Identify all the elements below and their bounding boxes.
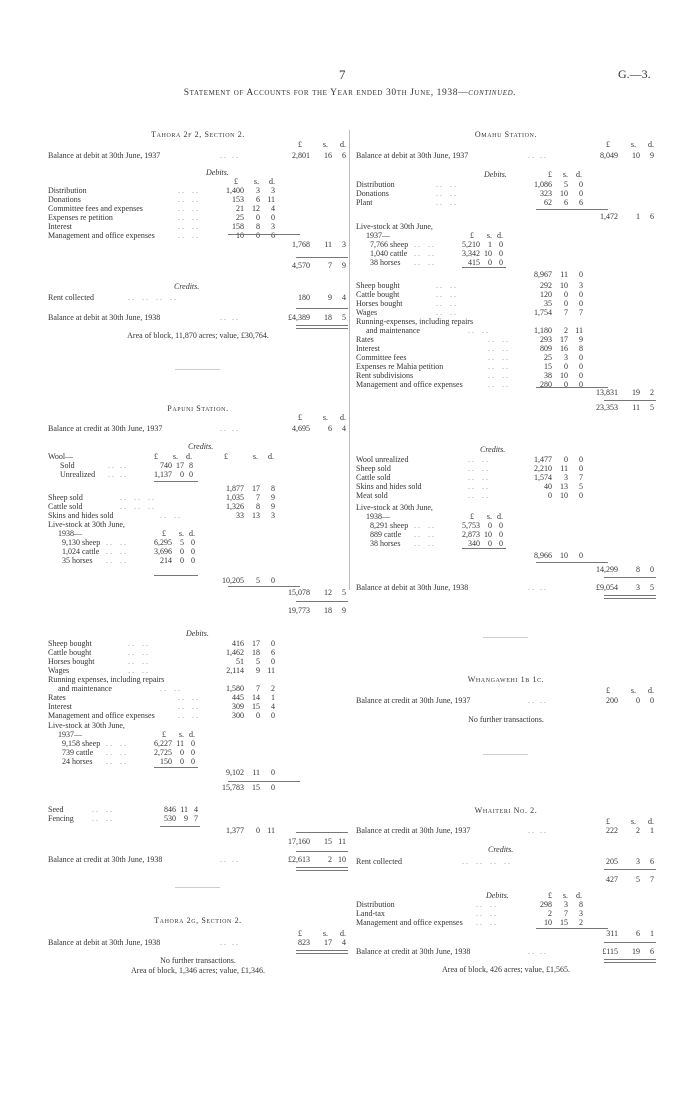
ledger-row: Cattle sold . . . . 1,574 3 7 (356, 473, 583, 482)
ledger-row: Horses bought . . . . 35 0 0 (356, 299, 583, 308)
area-note: Area of block, 1,346 acres; value, £1,346. (131, 966, 265, 975)
ledger-row: Sold . . . . 740 17 8 (60, 461, 193, 470)
ledger-row: Fencing . . . . 530 9 7 (48, 814, 198, 823)
ledger-row: Live-stock at 30th June, (48, 721, 125, 730)
ledger-row: Balance at debit at 30th June, 1938 . . . . £9,054 3 5 (356, 583, 654, 592)
ledger-row: 38 horses . . . . 415 0 0 (370, 258, 503, 267)
ledger-row: Interest . . . . 158 8 3 (48, 222, 275, 231)
ledger-row: Cattle bought . . . . 1,462 18 6 (48, 648, 275, 657)
ledger-row: 311 6 1 (606, 929, 654, 938)
ledger-row: 38 horses . . . . 340 0 0 (370, 539, 503, 548)
ledger-row: Cattle bought . . . . 120 0 0 (356, 290, 583, 299)
section-heading: Whaiteri No. 2. (474, 806, 538, 815)
ledger-row: Running expenses, including repairs (48, 675, 165, 684)
ledger-row: Sheep sold . . . . 2,210 11 0 (356, 464, 583, 473)
ledger-row: 427 5 7 (606, 875, 654, 884)
currency-header: £ s. d. (606, 686, 654, 695)
ledger-row: Balance at debit at 30th June, 1938 . . . . £4,389 18 5 (48, 313, 346, 322)
currency-header: £ s. d. (298, 140, 346, 149)
ledger-row: Live-stock at 30th June, (356, 222, 433, 231)
ledger-row: Management and office expenses . . . . 10 0 6 (48, 231, 275, 240)
ledger-row: Meat sold . . . . 0 10 0 (356, 491, 583, 500)
ledger-row: 1,377 0 11 (226, 826, 275, 835)
currency-header: £ s. d. (606, 817, 654, 826)
ledger-row: Balance at credit at 30th June, 1938 . . . . £2,613 2 10 (48, 855, 346, 864)
currency-header: £ s. d. (234, 177, 275, 186)
ledger-row: Live-stock at 30th June, (356, 503, 433, 512)
section-heading: Whangawehi 1b 1c. (467, 675, 545, 684)
ledger-row: Balance at debit at 30th June, 1938 . . . . 823 17 4 (48, 938, 346, 947)
ledger-row: 13,831 19 2 (596, 388, 654, 397)
ledger-row: 1,024 cattle . . . . 3,696 0 0 (62, 547, 195, 556)
document-reference: G.—3. (618, 67, 651, 81)
ledger-row: 1938— £ s. d. (58, 529, 195, 538)
ledger-row: Distribution . . . . 1,400 3 3 (48, 186, 275, 195)
ledger-row: Sheep bought . . . . 416 17 0 (48, 639, 275, 648)
sub-heading: Debits. (186, 629, 209, 638)
currency-header: £ s. d. (298, 413, 346, 422)
sub-heading: Credits. (488, 845, 514, 854)
ledger-row: Balance at credit at 30th June, 1938 . . . . £115 19 6 (356, 947, 654, 956)
ledger-row: Plant . . . . 62 6 6 (356, 198, 583, 207)
section-heading: Tahora 2f 2, Section 2. (151, 130, 245, 139)
ledger-row: Management and office expenses . . . . 280 0 0 (356, 380, 583, 389)
ledger-row: Donations . . . . 153 6 11 (48, 195, 275, 204)
ledger-row: 14,299 8 0 (596, 565, 654, 574)
ledger-row: Interest . . . . 809 16 8 (356, 344, 583, 353)
ledger-row: 739 cattle . . . . 2,725 0 0 (62, 748, 195, 757)
ledger-row: Rates . . . . 445 14 1 (48, 693, 275, 702)
ledger-row: Donations . . . . 323 10 0 (356, 189, 583, 198)
ledger-row: Live-stock at 30th June, (48, 520, 125, 529)
ledger-row: 1,877 17 8 (226, 484, 275, 493)
sub-heading: Credits. (188, 442, 214, 451)
ledger-row: Debits. £ s. d. (484, 170, 582, 179)
ledger-row: 35 horses . . . . 214 0 0 (62, 556, 195, 565)
ledger-row: Expenses re Mahia petition . . . . 15 0 0 (356, 362, 583, 371)
ledger-row: 1,040 cattle . . . . 3,342 10 0 (370, 249, 503, 258)
ledger-row: Management and office expenses . . . . 10 15 2 (356, 918, 583, 927)
ledger-row: Wages . . . . 1,754 7 7 (356, 308, 583, 317)
ledger-row: Rent collected . . . . . . . . 205 3 6 (356, 857, 654, 866)
column-divider (349, 130, 350, 590)
page-title: Statement of Accounts for the Year ended 30th June, 1938—continued. (183, 88, 517, 98)
ledger-row: 889 cattle . . . . 2,873 10 0 (370, 530, 503, 539)
ledger-row: 7,766 sheep . . . . 5,210 1 0 (370, 240, 503, 249)
ledger-row: Skins and hides sold . . . . 33 13 3 (48, 511, 275, 520)
ledger-row: Sheep sold . . . . . . 1,035 7 9 (48, 493, 275, 502)
ledger-row: 9,158 sheep . . . . 6,227 11 0 (62, 739, 195, 748)
ledger-row: 1,768 11 3 (292, 240, 346, 249)
ledger-row: Seed . . . . 846 11 4 (48, 805, 198, 814)
ledger-row: 9,130 sheep . . . . 6,295 5 0 (62, 538, 195, 547)
ledger-row: Wool— £ s. d. £ s. d. (48, 452, 274, 461)
currency-header: £ s. d. (298, 929, 346, 938)
currency-header: £ s. d. (606, 140, 654, 149)
section-heading: Tahora 2g, Section 2. (154, 916, 242, 925)
ledger-row: Debits. £ s. d. (486, 891, 582, 900)
sub-heading: Debits. (206, 168, 229, 177)
ledger-row: Sheep bought . . . . 292 10 3 (356, 281, 583, 290)
ledger-row: Distribution . . . . 298 3 8 (356, 900, 583, 909)
ledger-row: Running-expenses, including repairs (356, 317, 474, 326)
ledger-row: 9,102 11 0 (226, 768, 275, 777)
ledger-row: 8,966 10 0 (534, 551, 583, 560)
ledger-row: Rent collected . . . . . . . . 180 9 4 (48, 293, 346, 302)
ledger-row: 24 horses . . . . 150 0 0 (62, 757, 195, 766)
ledger-row: Wages . . . . 2,114 9 11 (48, 666, 275, 675)
ledger-row: Balance at credit at 30th June, 1937 . . . . 222 2 1 (356, 826, 654, 835)
ledger-row: Skins and hides sold . . . . 40 13 5 (356, 482, 583, 491)
ledger-row: Expenses re petition . . . . 25 0 0 (48, 213, 275, 222)
ledger-row: Committee fees and expenses . . . . 21 12 4 (48, 204, 275, 213)
area-note: Area of block, 426 acres; value, £1,565. (442, 965, 570, 974)
ledger-row: 17,160 15 11 (288, 837, 346, 846)
ledger-row: 1937— £ s. d. (58, 730, 195, 739)
area-note: Area of block, 11,870 acres; value, £30,764. (127, 331, 269, 340)
sub-heading: Credits. (174, 282, 200, 291)
sub-heading: Credits. (480, 445, 506, 454)
ledger-row: Wool unrealized . . . . 1,477 0 0 (356, 455, 583, 464)
ledger-row: Balance at debit at 30th June, 1937 . . . . 2,801 16 6 (48, 151, 346, 160)
ledger-row: Interest . . . . 309 15 4 (48, 702, 275, 711)
ledger-row: and maintenance . . . . 1,580 7 2 (58, 684, 275, 693)
ledger-row: Cattle sold . . . . . . 1,326 8 9 (48, 502, 275, 511)
ledger-row: 19,773 18 9 (288, 606, 346, 615)
ledger-row: and maintenance . . . . 1,180 2 11 (366, 326, 583, 335)
page-number: 7 (339, 67, 346, 82)
ledger-row: Balance at credit at 30th June, 1937 . . . . 200 0 0 (356, 696, 654, 705)
section-heading: Papuni Station. (167, 404, 229, 413)
ledger-row: Balance at debit at 30th June, 1937 . . . . 8,049 10 9 (356, 151, 654, 160)
ledger-row: Management and office expenses . . . . 300 0 0 (48, 711, 275, 720)
ledger-row: 15,783 15 0 (222, 783, 275, 792)
ledger-row: Rent subdivisions . . . . 38 10 0 (356, 371, 583, 380)
ledger-row: 1,472 1 6 (600, 212, 654, 221)
ledger-row: Balance at credit at 30th June, 1937 . . . . 4,695 6 4 (48, 424, 346, 433)
ledger-row: 23,353 11 5 (596, 403, 654, 412)
ledger-row: 8,967 11 0 (534, 270, 583, 279)
ledger-row: Committee fees . . . . 25 3 0 (356, 353, 583, 362)
ledger-row: 4,570 7 9 (292, 261, 346, 270)
ledger-row: Unrealized . . . . 1,137 0 0 (60, 470, 193, 479)
ledger-row: Distribution . . . . 1,086 5 0 (356, 180, 583, 189)
ledger-row: Horses bought . . . . 51 5 0 (48, 657, 275, 666)
section-heading: Omahu Station. (474, 130, 538, 139)
ledger-row: Rates . . . . 293 17 9 (356, 335, 583, 344)
ledger-row: 15,078 12 5 (288, 588, 346, 597)
ledger-row: 10,205 5 0 (222, 576, 275, 585)
ledger-row: 8,291 sheep . . . . 5,753 0 0 (370, 521, 503, 530)
ledger-row: Land-tax . . . . 2 7 3 (356, 909, 583, 918)
ledger-row: 1938— £ s. d. (366, 512, 503, 521)
note: No further transactions. (160, 956, 236, 965)
note: No further transactions. (468, 715, 544, 724)
ledger-row: 1937— £ s. d. (366, 231, 503, 240)
